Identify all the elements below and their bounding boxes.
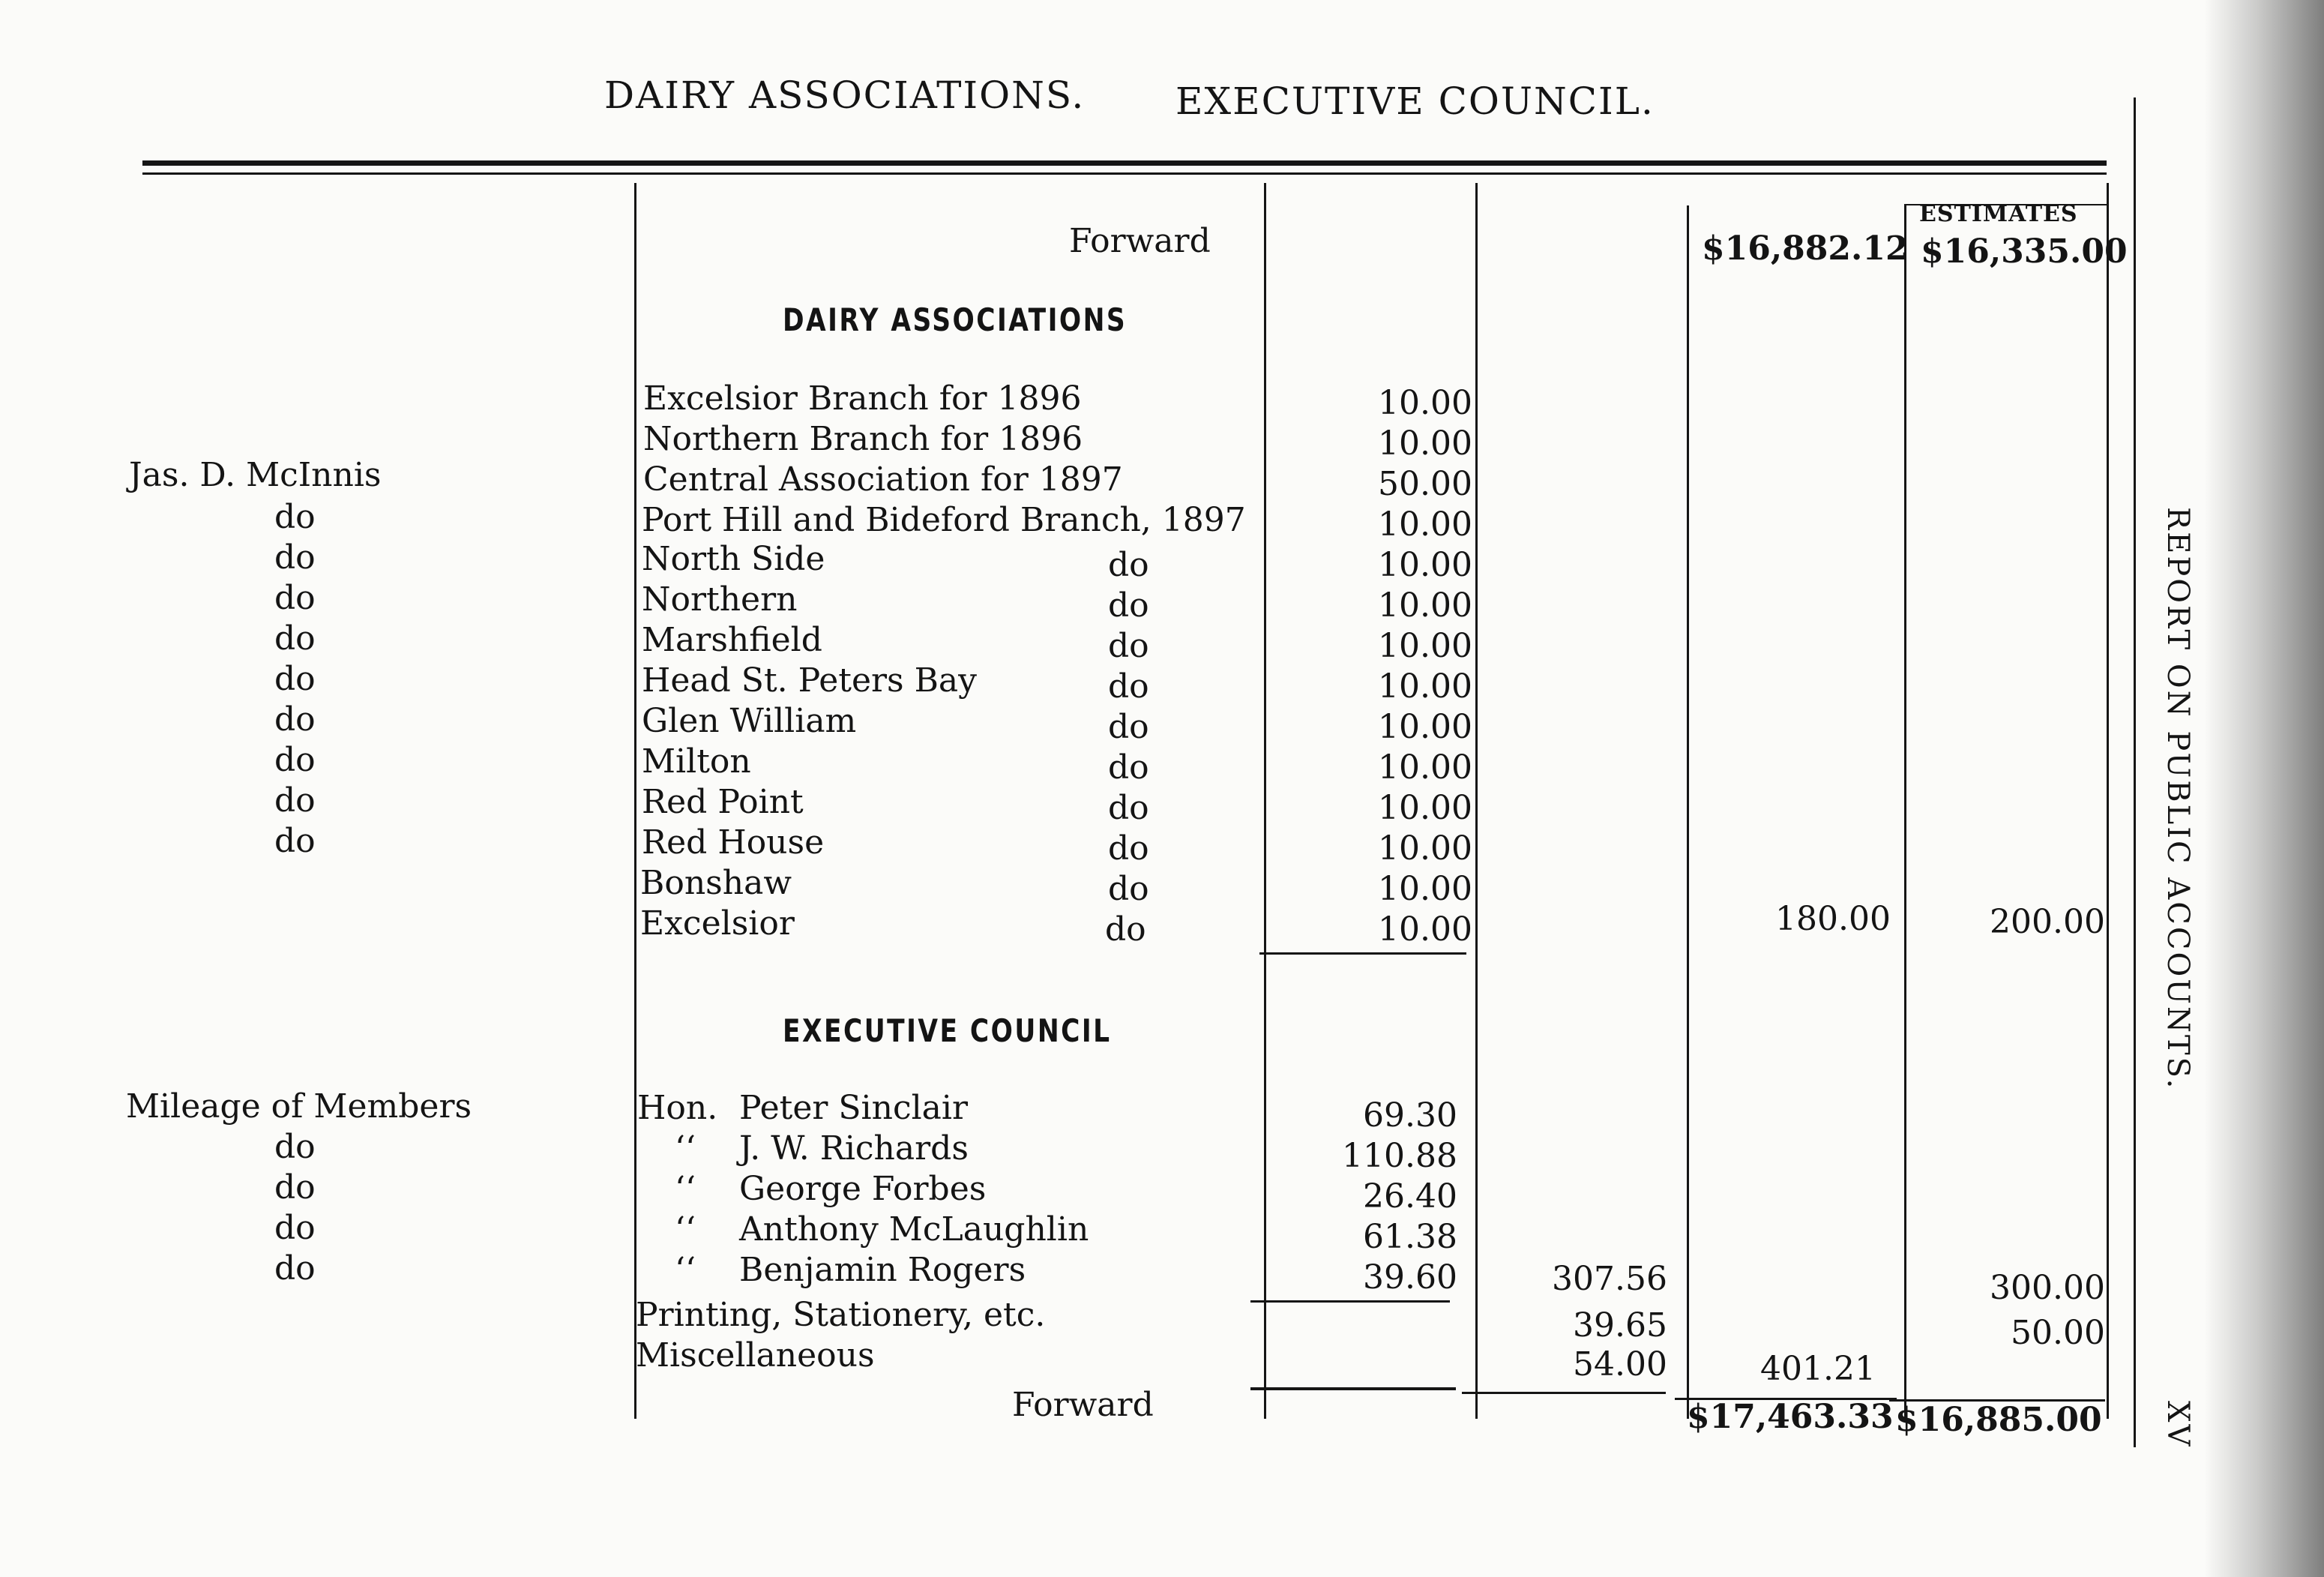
mileage-subtotal-rule xyxy=(1250,1300,1450,1303)
executive-prefix: ‘‘ xyxy=(675,1210,696,1249)
dairy-amount: 10.00 xyxy=(1378,384,1472,422)
dairy-ditto: do xyxy=(1105,910,1146,949)
dairy-item: Northern xyxy=(642,580,798,619)
dairy-amount: 10.00 xyxy=(1378,708,1472,746)
dairy-item: Red Point xyxy=(642,783,804,821)
dairy-item: Bonshaw xyxy=(640,864,792,902)
dairy-amount: 10.00 xyxy=(1378,627,1472,665)
page-number: XV xyxy=(2161,1401,2195,1449)
misc-label: Miscellaneous xyxy=(636,1336,875,1375)
forward-top-estimate: $16,335.00 xyxy=(1921,232,2128,271)
bottom-rule-col2 xyxy=(1250,1387,1456,1390)
printing-label: Printing, Stationery, etc. xyxy=(636,1296,1046,1334)
column-rule-1 xyxy=(634,183,636,1419)
top-rule-thin xyxy=(142,172,2107,175)
executive-amount: 39.60 xyxy=(1363,1258,1457,1297)
misc-amount: 54.00 xyxy=(1573,1345,1667,1384)
dairy-ditto: do xyxy=(1108,829,1149,868)
dairy-payee: do xyxy=(274,538,316,577)
column-rule-2 xyxy=(1264,183,1266,1419)
dairy-payee: do xyxy=(274,822,316,860)
side-running-title: REPORT ON PUBLIC ACCOUNTS. xyxy=(2161,507,2195,1091)
printing-amount: 39.65 xyxy=(1573,1306,1667,1345)
dairy-total: 180.00 xyxy=(1775,900,1891,938)
column-rule-4 xyxy=(1687,205,1689,1419)
dairy-item: Milton xyxy=(642,742,751,781)
dairy-item: Glen William xyxy=(642,702,857,740)
dairy-payee: Jas. D. McInnis xyxy=(129,456,382,494)
executive-payee: do xyxy=(274,1168,316,1207)
executive-prefix: ‘‘ xyxy=(675,1251,696,1289)
dairy-item: Central Association for 1897 xyxy=(643,460,1123,499)
dairy-amount: 10.00 xyxy=(1378,789,1472,827)
forward-top-label: Forward xyxy=(1069,222,1211,260)
dairy-amount: 10.00 xyxy=(1378,748,1472,787)
executive-amount: 69.30 xyxy=(1363,1096,1457,1135)
executive-member: George Forbes xyxy=(739,1170,987,1208)
executive-amount: 61.38 xyxy=(1363,1218,1457,1256)
dairy-item: North Side xyxy=(642,540,825,578)
dairy-section-title: DAIRY ASSOCIATIONS xyxy=(783,301,1128,338)
forward-bottom-total: $17,463.33 xyxy=(1687,1398,1894,1436)
dairy-item: Port Hill and Bideford Branch, 1897 xyxy=(642,501,1246,539)
dairy-amount: 50.00 xyxy=(1378,465,1472,503)
dairy-ditto: do xyxy=(1108,546,1149,584)
forward-bottom-label: Forward xyxy=(1012,1386,1154,1424)
dairy-payee: do xyxy=(274,741,316,779)
header-dairy: DAIRY ASSOCIATIONS. xyxy=(604,73,1086,117)
dairy-item: Marshfield xyxy=(642,621,822,659)
forward-bottom-estimate: $16,885.00 xyxy=(1895,1401,2102,1439)
dairy-payee: do xyxy=(274,498,316,536)
bottom-rule-col3 xyxy=(1462,1392,1666,1394)
dairy-amount: 10.00 xyxy=(1378,505,1472,544)
dairy-amount: 10.00 xyxy=(1378,829,1472,868)
executive-payee: do xyxy=(274,1128,316,1166)
dairy-payee: do xyxy=(274,700,316,739)
executive-payee: do xyxy=(274,1209,316,1247)
dairy-payee: do xyxy=(274,781,316,820)
dairy-estimate: 200.00 xyxy=(1990,903,2105,941)
dairy-ditto: do xyxy=(1108,870,1149,908)
dairy-payee: do xyxy=(274,660,316,698)
column-rule-5 xyxy=(1904,205,1906,1419)
executive-prefix: ‘‘ xyxy=(675,1170,696,1208)
executive-member: Peter Sinclair xyxy=(739,1089,969,1127)
dairy-ditto: do xyxy=(1108,708,1149,746)
dairy-amount: 10.00 xyxy=(1378,586,1472,625)
dairy-amount: 10.00 xyxy=(1378,546,1472,584)
executive-payee: do xyxy=(274,1249,316,1288)
dairy-ditto: do xyxy=(1108,789,1149,827)
dairy-ditto: do xyxy=(1108,667,1149,706)
forward-top-total: $16,882.12 xyxy=(1702,229,1909,268)
mileage-subtotal: 307.56 xyxy=(1552,1260,1667,1298)
mileage-estimate: 300.00 xyxy=(1990,1269,2105,1307)
dairy-payee: do xyxy=(274,619,316,658)
dairy-subtotal-rule xyxy=(1259,952,1466,955)
dairy-ditto: do xyxy=(1108,748,1149,787)
dairy-amount: 10.00 xyxy=(1378,910,1472,949)
dairy-amount: 10.00 xyxy=(1378,667,1472,706)
dairy-payee: do xyxy=(274,579,316,617)
executive-prefix: ‘‘ xyxy=(675,1129,696,1168)
dairy-ditto: do xyxy=(1108,627,1149,665)
page-edge-shadow xyxy=(2204,0,2324,1577)
column-rule-outer xyxy=(2134,97,2136,1447)
executive-payee: Mileage of Members xyxy=(126,1087,472,1126)
dairy-ditto: do xyxy=(1108,586,1149,625)
executive-member: Anthony McLaughlin xyxy=(739,1210,1089,1249)
column-rule-3 xyxy=(1475,183,1478,1419)
top-rule-thick xyxy=(142,160,2107,166)
dairy-amount: 10.00 xyxy=(1378,424,1472,463)
dairy-item: Northern Branch for 1896 xyxy=(643,420,1083,458)
executive-total: 401.21 xyxy=(1760,1350,1876,1388)
dairy-item: Excelsior xyxy=(640,904,795,943)
dairy-item: Head St. Peters Bay xyxy=(642,661,978,700)
header-executive: EXECUTIVE COUNCIL. xyxy=(1175,79,1655,123)
executive-amount: 26.40 xyxy=(1363,1177,1457,1216)
executive-prefix: Hon. xyxy=(637,1089,718,1127)
dairy-amount: 10.00 xyxy=(1378,870,1472,908)
dairy-item: Red House xyxy=(642,823,825,862)
executive-member: Benjamin Rogers xyxy=(739,1251,1026,1289)
estimates-label: ESTIMATES xyxy=(1919,201,2078,227)
executive-section-title: EXECUTIVE COUNCIL xyxy=(783,1012,1112,1049)
printing-estimate: 50.00 xyxy=(2011,1314,2105,1352)
executive-amount: 110.88 xyxy=(1342,1137,1457,1175)
column-rule-6 xyxy=(2107,183,2109,1419)
dairy-item: Excelsior Branch for 1896 xyxy=(643,379,1082,418)
executive-member: J. W. Richards xyxy=(739,1129,969,1168)
